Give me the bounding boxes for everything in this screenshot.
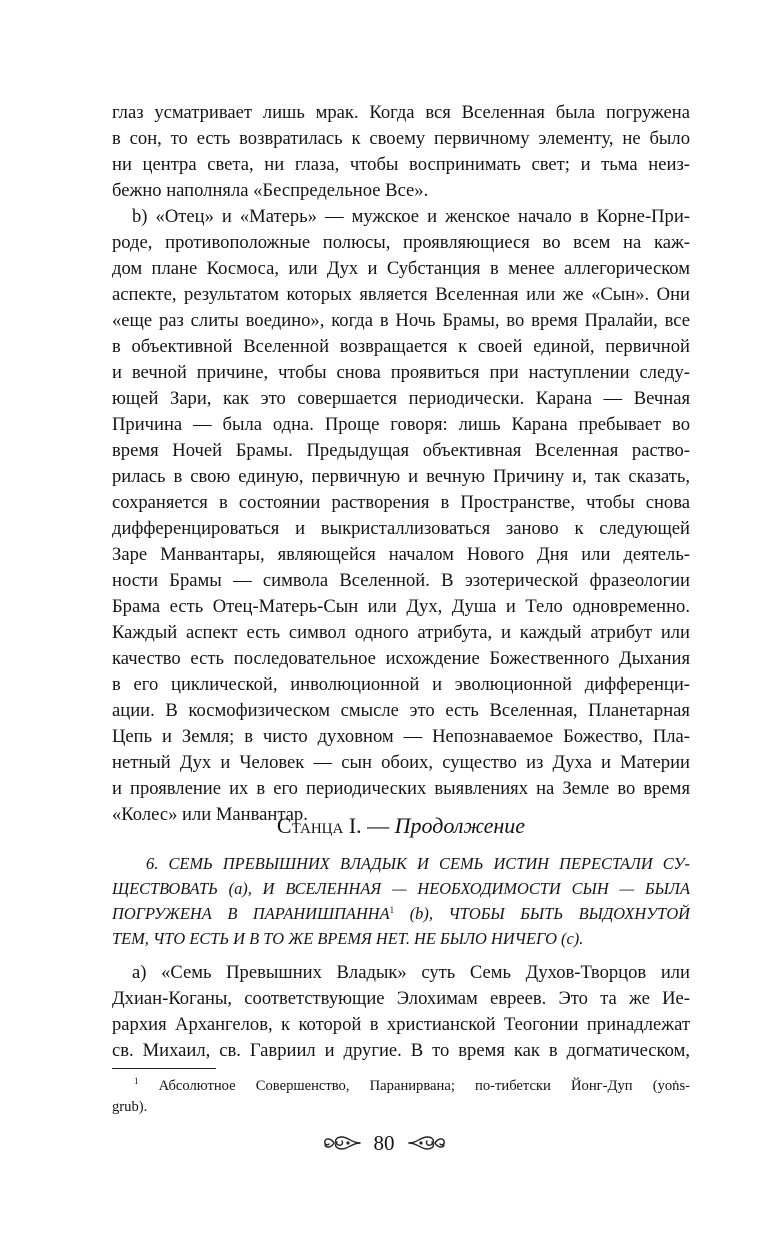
text-line: в объективной Вселенной возвращается к своей единой, первичной [112, 336, 690, 357]
text-line: нетный Дух и Человек — сын обоих, существо из Духа и Материи [112, 752, 690, 773]
text-line: Дхиан-Коганы, соответствующие Элохимам евреев. Это та же Ие- [112, 988, 690, 1009]
left-ornament-icon [322, 1132, 362, 1154]
text-line: ющей Зари, как это совершается периодически. Карана — Вечная [112, 388, 690, 409]
verse-line: ТЕМ, ЧТО ЕСТЬ И В ТО ЖЕ ВРЕМЯ НЕТ. НЕ БЫЛО НИЧЕГО (с). [112, 929, 584, 948]
footnote-reference: 1 [389, 905, 395, 915]
footnote-line: grub). [112, 1099, 148, 1115]
footnote-marker: 1 [134, 1076, 139, 1086]
text-line: качество есть последовательное исхождение Божественного Дыхания [112, 648, 690, 669]
text-line: и вечной причине, чтобы снова проявиться при наступлении следу- [112, 362, 690, 383]
text-line: Цепь и Земля; в чисто духовном — Непознаваемое Божество, Пла- [112, 726, 690, 747]
text-line: Каждый аспект есть символ одного атрибута, и каждый атрибут или [112, 622, 690, 643]
text-line: глаз усматривает лишь мрак. Когда вся Вселенная была погружена [112, 102, 690, 123]
text-line: а) «Семь Превышних Владык» суть Семь Духов-Творцов или [132, 962, 690, 983]
text-line: «Колес» или Манвантар. [112, 804, 308, 825]
footnote-text: Абсолютное Совершенство, Паранирвана; по-тибетски Йонг-Дуп (yoṅs- [138, 1078, 690, 1094]
verse-line: ЩЕСТВОВАТЬ (а), И ВСЕЛЕННАЯ — НЕОБХОДИМОСТИ СЫН — БЫЛА [112, 879, 690, 898]
text-line: и проявление их в его периодических выявлениях на Земле во время [112, 778, 690, 799]
verse-text: (b), ЧТОБЫ БЫТЬ ВЫДОХНУТОЙ [394, 904, 690, 923]
page-number: 80 [373, 1131, 395, 1155]
text-line: бежно наполняла «Беспредельное Все». [112, 180, 429, 201]
text-line: ации. В космофизическом смысле это есть Вселенная, Планетарная [112, 700, 690, 721]
right-ornament-icon [407, 1132, 447, 1154]
text-line: в его циклической, инволюционной и эволюционной дифференци- [112, 674, 690, 695]
text-line: дифференцироваться и выкристаллизоваться заново к следующей [112, 518, 690, 539]
stanza-heading-prefix: Станца I. — [276, 813, 395, 838]
text-line: св. Михаил, св. Гавриил и другие. В то время как в догматическом, [112, 1040, 690, 1061]
text-line: время Ночей Брамы. Предыдущая объективная Вселенная раство- [112, 440, 690, 461]
footnote-divider [112, 1068, 216, 1069]
page-number-area [300, 1128, 468, 1158]
text-line: «еще раз слиты воедино», когда в Ночь Брамы, во время Пралайи, все [112, 310, 690, 331]
text-line: ни центра света, ни глаза, чтобы воспринимать свет; и тьма неиз- [112, 154, 690, 175]
verse-line [112, 902, 690, 926]
text-line: Брама есть Отец-Матерь-Сын или Дух, Душа и Тело одновременно. [112, 596, 690, 617]
stanza-heading [112, 812, 690, 840]
verse-line: 6. СЕМЬ ПРЕВЫШНИХ ВЛАДЫК И СЕМЬ ИСТИН ПЕРЕСТАЛИ СУ- [146, 854, 690, 873]
text-line: Заре Манвантары, являющейся началом Нового Дня или деятель- [112, 544, 690, 565]
text-line: ности Брамы — символа Вселенной. В эзотерической фразеологии [112, 570, 690, 591]
text-line: роде, противоположные полюсы, проявляющиеся во всем на каж- [112, 232, 690, 253]
text-line: b) «Отец» и «Матерь» — мужское и женское начало в Корне-При- [132, 206, 690, 227]
text-line: сохраняется в состоянии растворения в Пространстве, чтобы снова [112, 492, 690, 513]
verse-text: ПОГРУЖЕНА В ПАРАНИШПАННА [112, 904, 390, 923]
text-line: Причина — была одна. Проще говоря: лишь Карана пребывает во [112, 414, 690, 435]
text-line: рархия Архангелов, к которой в христианской Теогонии принадлежат [112, 1014, 690, 1035]
text-line: дом плане Космоса, или Дух и Субстанция в менее аллегорическом [112, 258, 690, 279]
stanza-heading-suffix: Продолжение [394, 813, 526, 838]
text-line: аспекте, результатом которых является Вселенная или же «Сын». Они [112, 284, 690, 305]
text-line: рилась в свою единую, первичную и вечную Причину и, так сказать, [112, 466, 690, 487]
footnote-line [134, 1076, 690, 1096]
text-line: в сон, то есть возвратилась к своему первичному элементу, не было [112, 128, 690, 149]
